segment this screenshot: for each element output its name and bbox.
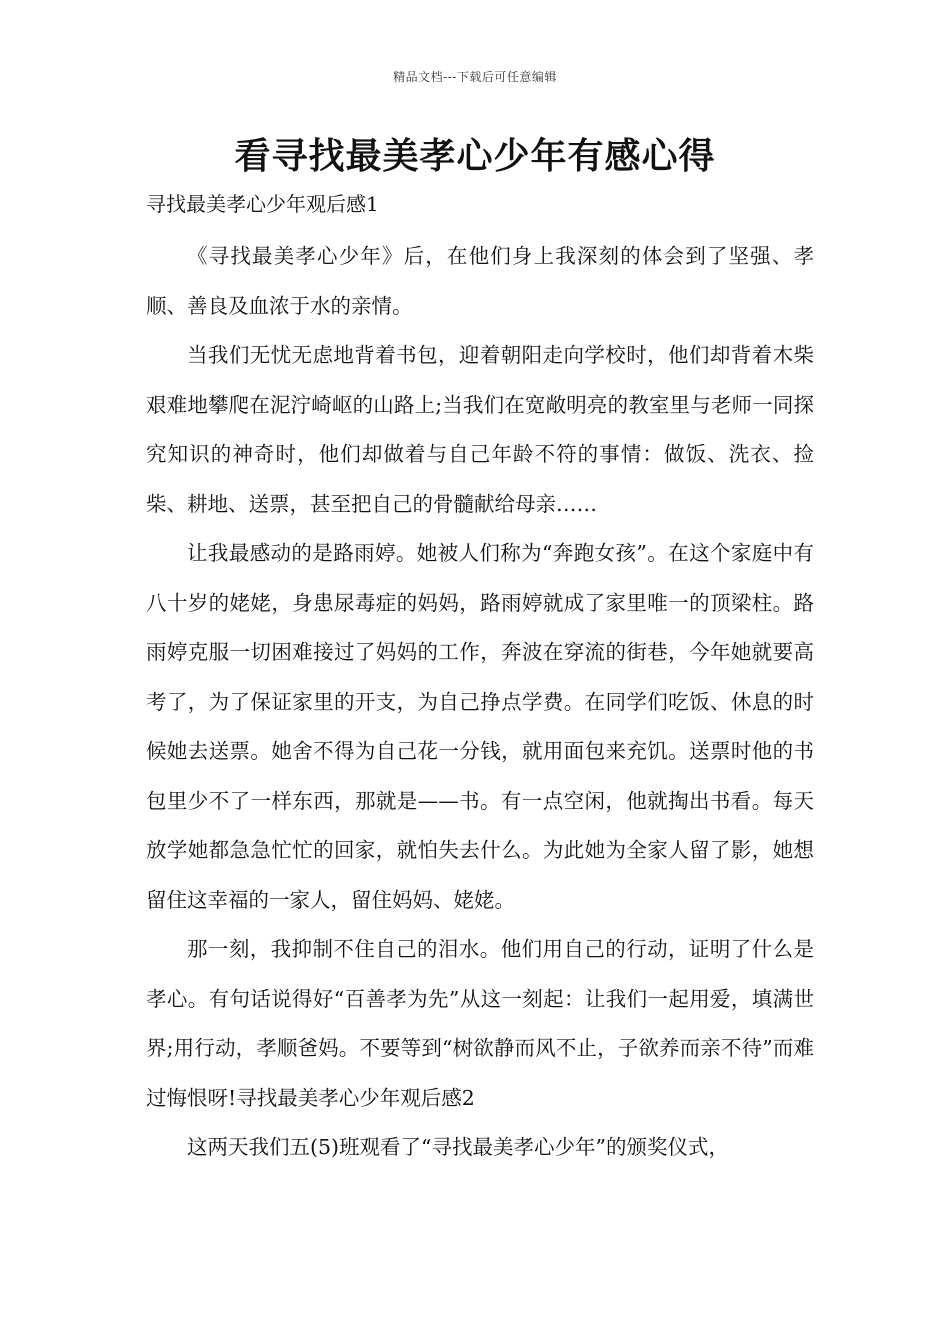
paragraph: 当我们无忧无虑地背着书包，迎着朝阳走向学校时，他们却背着木柴艰难地攀爬在泥泞崎岖的山路上;当我们在宽敞明亮的教室里与老师一同探究知识的神奇时，他们却做着与自己年龄不符的事情：做饭、洗衣、捡柴、耕地、送票，甚至把自己的骨髓献给母亲……: [146, 343, 814, 516]
document-title: 看寻找最美孝心少年有感心得: [234, 136, 716, 177]
header-note: 精品文档---下载后可任意编辑: [393, 70, 557, 84]
paragraph: 这两天我们五(5)班观看了“寻找最美孝心少年”的颁奖仪式，: [187, 1135, 729, 1159]
paragraph: 那一刻，我抑制不住自己的泪水。他们用自己的行动，证明了什么是孝心。有句话说得好“百善孝为先”从这一刻起：让我们一起用爱，填满世界;用行动，孝顺爸妈。不要等到“树欲静而风不止，子欲养而亲不待”而难过悔恨呀!寻找最美孝心少年观后感2: [146, 937, 814, 1110]
document-subtitle: 寻找最美孝心少年观后感1: [146, 192, 379, 216]
paragraph: 让我最感动的是路雨婷。她被人们称为“奔跑女孩”。在这个家庭中有八十岁的姥姥，身患尿毒症的妈妈，路雨婷就成了家里唯一的顶梁柱。路雨婷克服一切困难接过了妈妈的工作，奔波在穿流的街巷，今年她就要高考了，为了保证家里的开支，为自己挣点学费。在同学们吃饭、休息的时候她去送票。她舍不得为自己花一分钱，就用面包来充饥。送票时他的书包里少不了一样东西，那就是——书。有一点空闲，他就掏出书看。每天放学她都急急忙忙的回家，就怕失去什么。为此她为全家人留了影，她想留住这幸福的一家人，留住妈妈、姥姥。: [146, 541, 814, 912]
paragraph: 《寻找最美孝心少年》后，在他们身上我深刻的体会到了坚强、孝顺、善良及血浓于水的亲情。: [146, 244, 814, 318]
document-body: [146, 232, 814, 1173]
